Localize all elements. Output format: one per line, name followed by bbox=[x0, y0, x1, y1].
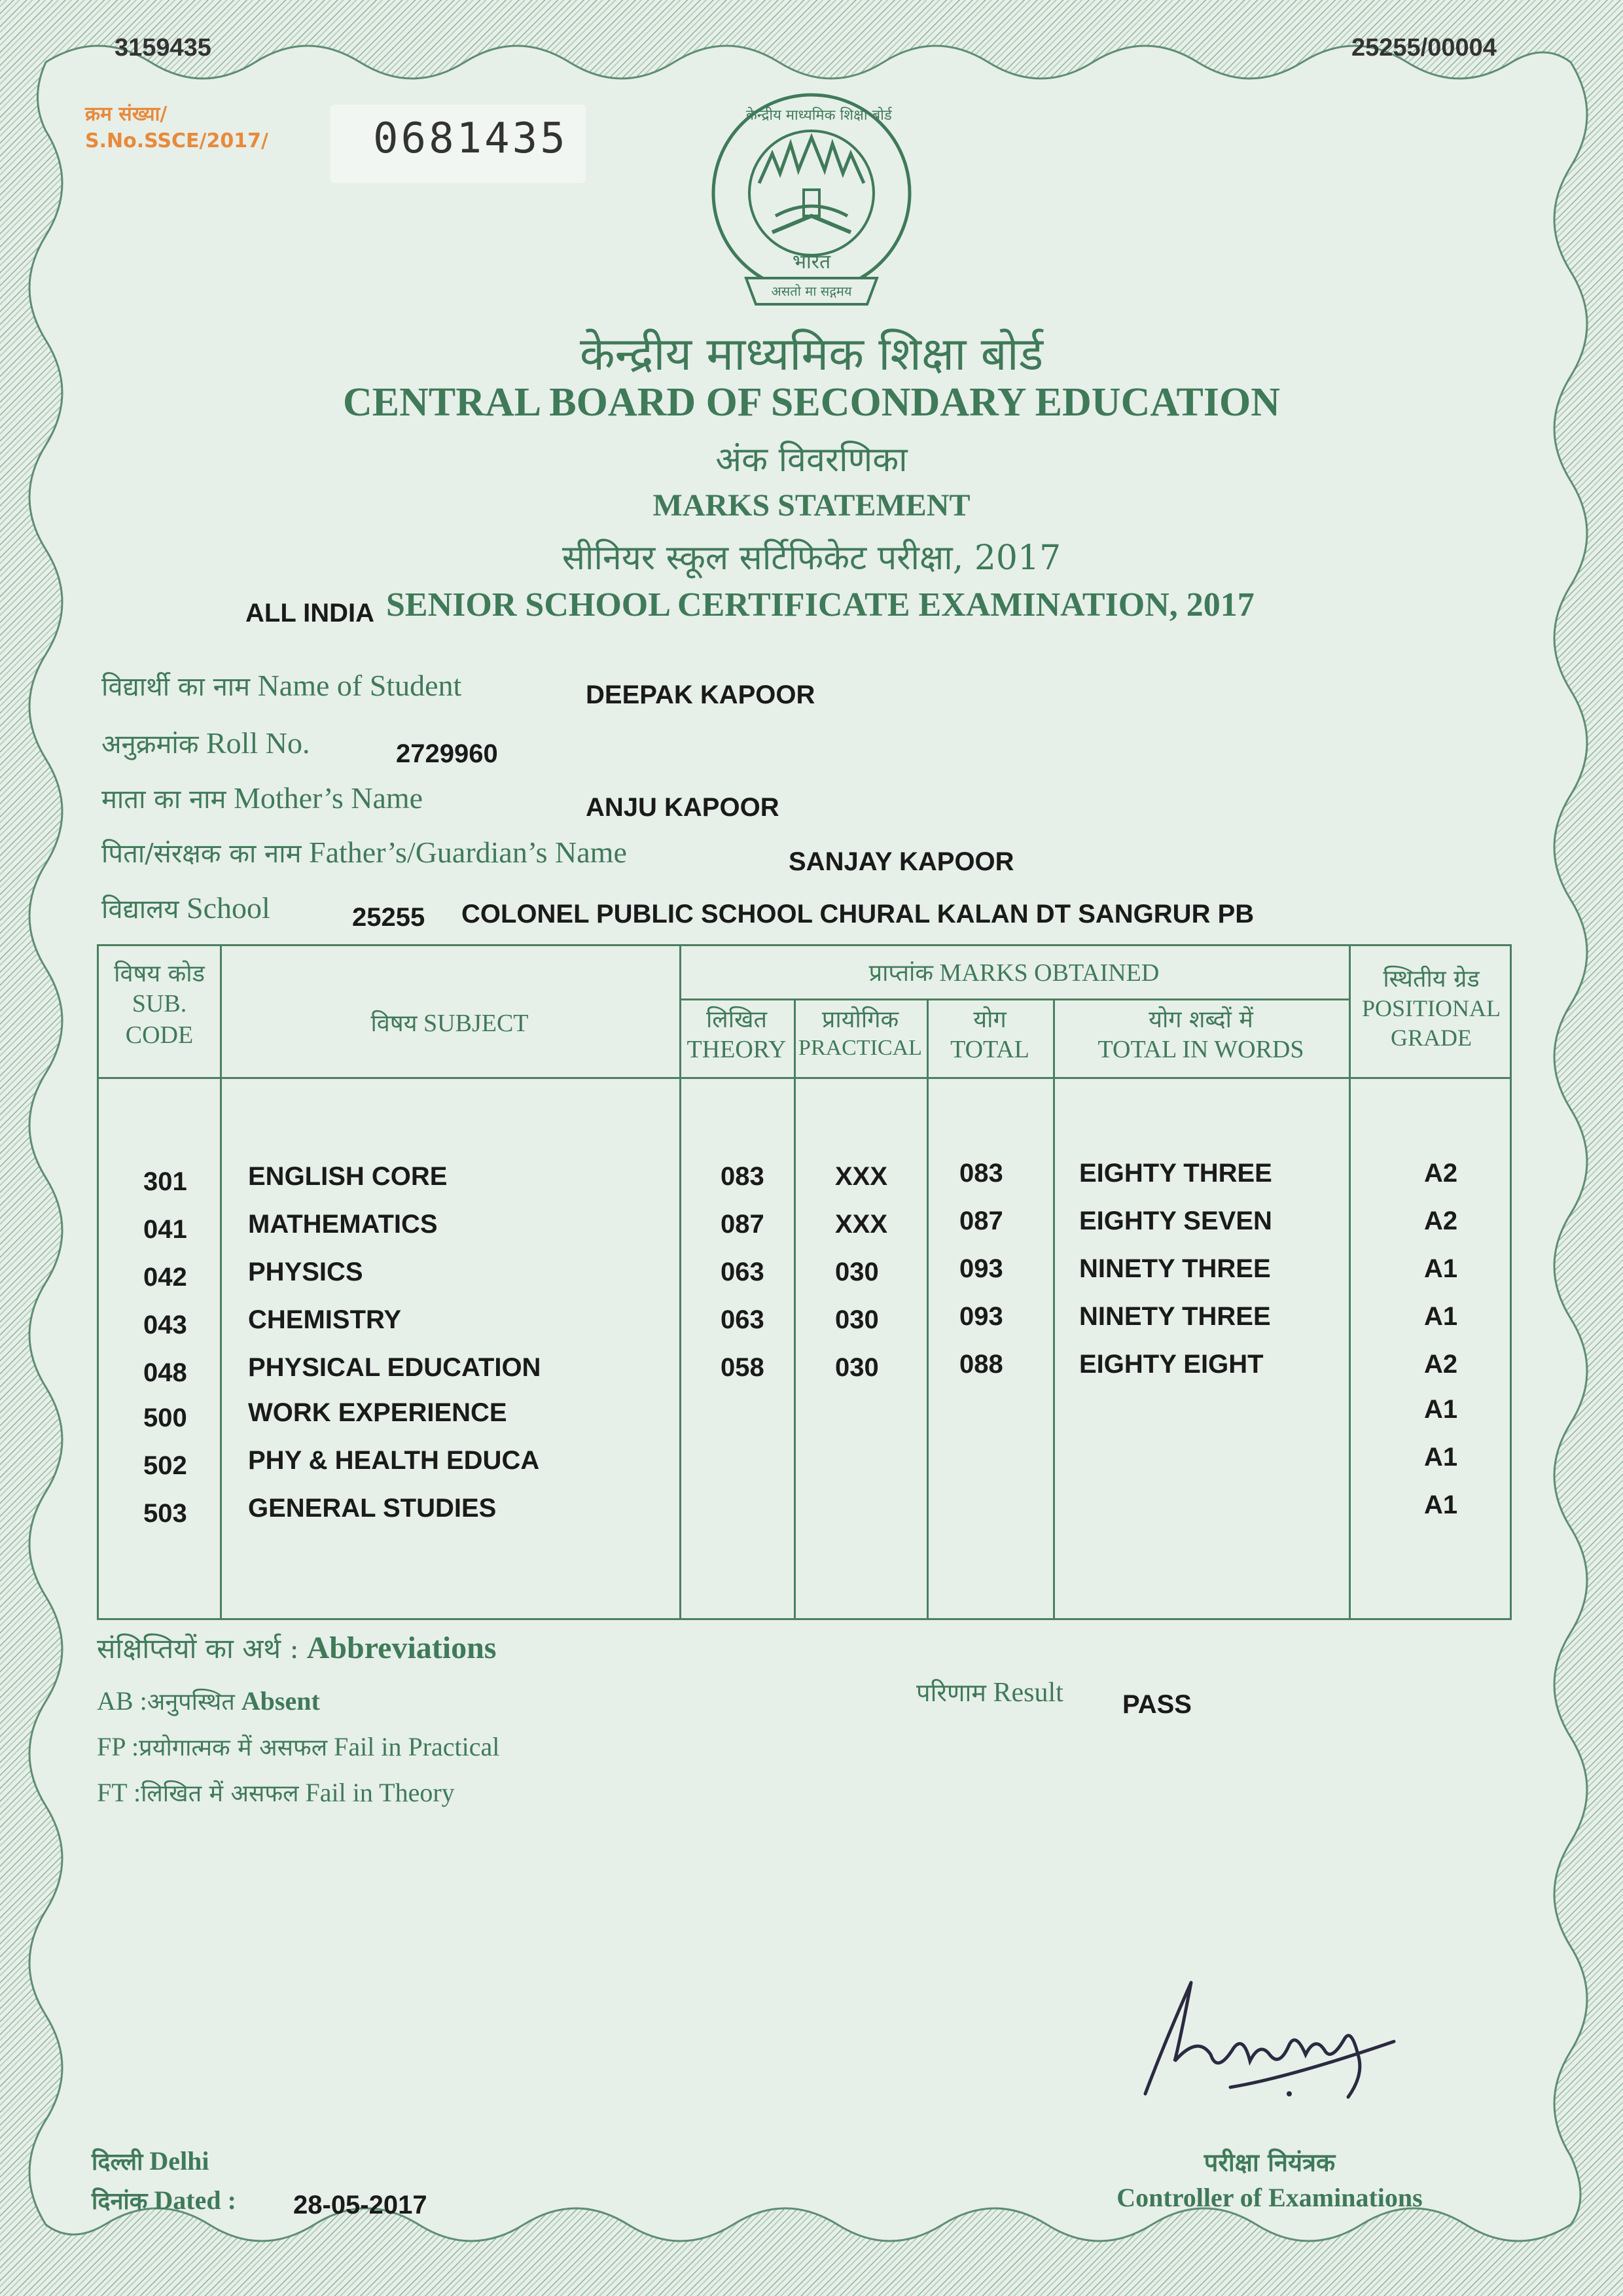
cell-words: NINETY THREE bbox=[1079, 1254, 1271, 1283]
cell-grade: A1 bbox=[1424, 1395, 1458, 1424]
cell-subject: MATHEMATICS bbox=[248, 1210, 438, 1239]
controller-title-english: Controller of Examinations bbox=[1116, 2183, 1423, 2212]
name-label: विद्यार्थी का नाम Name of Student bbox=[101, 669, 462, 702]
marks-table bbox=[97, 944, 1512, 1620]
cell-code: 043 bbox=[143, 1311, 187, 1339]
cell-theory: 058 bbox=[721, 1353, 764, 1382]
cell-theory: 063 bbox=[721, 1305, 764, 1334]
top-right-number: 25255/00004 bbox=[1351, 34, 1497, 62]
cell-code: 502 bbox=[143, 1451, 187, 1480]
cell-words: EIGHTY THREE bbox=[1079, 1159, 1272, 1188]
cell-theory: 087 bbox=[721, 1210, 764, 1239]
cell-words: EIGHTY SEVEN bbox=[1079, 1207, 1272, 1235]
cell-practical: XXX bbox=[835, 1162, 888, 1191]
issue-date: 28-05-2017 bbox=[293, 2191, 427, 2219]
seal-text-top: केन्द्रीय माध्यमिक शिक्षा बोर्ड bbox=[746, 107, 892, 124]
abbreviation-fp: FP :प्रयोगात्मक में असफल Fail in Practical bbox=[97, 1732, 500, 1761]
controller-signature bbox=[1119, 1963, 1420, 2113]
cell-code: 042 bbox=[143, 1263, 187, 1292]
mother-name: ANJU KAPOOR bbox=[586, 793, 779, 822]
cell-total: 088 bbox=[959, 1350, 1003, 1379]
cell-words: NINETY THREE bbox=[1079, 1302, 1271, 1331]
cell-total: 093 bbox=[959, 1254, 1003, 1283]
cell-subject: PHYSICS bbox=[248, 1258, 363, 1286]
header-subject: विषय SUBJECT bbox=[370, 1010, 529, 1037]
cell-theory: 083 bbox=[721, 1162, 764, 1191]
top-left-number: 3159435 bbox=[115, 34, 211, 62]
exam-title-hindi: सीनियर स्कूल सर्टिफिकेट परीक्षा, 2017 bbox=[562, 539, 1061, 578]
cell-subject: PHYSICAL EDUCATION bbox=[248, 1353, 541, 1382]
cell-words: EIGHTY EIGHT bbox=[1079, 1350, 1264, 1379]
school-label: विद्यालय School bbox=[101, 891, 270, 925]
school-name: COLONEL PUBLIC SCHOOL CHURAL KALAN DT SANGRUR PB bbox=[461, 900, 1255, 928]
cell-grade: A1 bbox=[1424, 1302, 1458, 1331]
seal-motto: असतो मा सद्गमय bbox=[771, 283, 852, 299]
cell-total: 087 bbox=[959, 1207, 1003, 1235]
serial-label: क्रम संख्या/ S.No.SSCE/2017/ bbox=[85, 103, 268, 152]
father-label: पिता/संरक्षक का नाम Father’s/Guardian’s Name bbox=[101, 836, 627, 869]
cell-total: 083 bbox=[959, 1159, 1003, 1188]
mother-label: माता का नाम Mother’s Name bbox=[101, 781, 423, 815]
cell-subject: GENERAL STUDIES bbox=[248, 1494, 497, 1523]
cell-subject: ENGLISH CORE bbox=[248, 1162, 448, 1191]
cell-practical: 030 bbox=[835, 1353, 879, 1382]
cell-practical: XXX bbox=[835, 1210, 888, 1239]
exam-title-english: SENIOR SCHOOL CERTIFICATE EXAMINATION, 2017 bbox=[386, 586, 1255, 624]
cell-grade: A2 bbox=[1424, 1207, 1458, 1235]
serial-number: 0681435 bbox=[373, 115, 568, 163]
cell-subject: CHEMISTRY bbox=[248, 1305, 402, 1334]
seal-text-bottom: भारत bbox=[792, 251, 831, 274]
cell-grade: A2 bbox=[1424, 1159, 1458, 1188]
header-total-in-words: योग शब्दों में TOTAL IN WORDS bbox=[1097, 1006, 1304, 1063]
abbreviation-ab: AB :अनुपस्थित Absent bbox=[97, 1686, 320, 1716]
header-theory: लिखित THEORY bbox=[687, 1006, 787, 1063]
statement-title-english: MARKS STATEMENT bbox=[652, 488, 971, 523]
header-positional-grade: स्थितीय ग्रेड POSITIONAL GRADE bbox=[1362, 966, 1501, 1051]
cell-code: 503 bbox=[143, 1499, 187, 1528]
cell-subject: WORK EXPERIENCE bbox=[248, 1398, 507, 1427]
student-name: DEEPAK KAPOOR bbox=[586, 680, 815, 709]
statement-title-hindi: अंक विवरणिका bbox=[715, 440, 908, 480]
header-marks-obtained: प्राप्तांक MARKS OBTAINED bbox=[868, 959, 1160, 987]
result-label: परिणाम Result bbox=[916, 1678, 1063, 1708]
cell-total: 093 bbox=[959, 1302, 1003, 1331]
header-practical: प्रायोगिक PRACTICAL bbox=[798, 1006, 922, 1060]
board-title-hindi: केन्द्रीय माध्यमिक शिक्षा बोर्ड bbox=[579, 327, 1044, 381]
roll-number: 2729960 bbox=[396, 739, 498, 768]
cell-theory: 063 bbox=[721, 1258, 764, 1286]
cell-code: 048 bbox=[143, 1358, 187, 1387]
cell-subject: PHY & HEALTH EDUCA bbox=[248, 1446, 540, 1475]
place: दिल्ली Delhi bbox=[92, 2146, 209, 2176]
cell-grade: A1 bbox=[1424, 1443, 1458, 1472]
cell-grade: A1 bbox=[1424, 1254, 1458, 1283]
result-value: PASS bbox=[1122, 1690, 1192, 1719]
cell-code: 500 bbox=[143, 1404, 187, 1432]
roll-label: अनुक्रमांक Roll No. bbox=[101, 726, 310, 760]
cell-practical: 030 bbox=[835, 1258, 879, 1286]
cell-practical: 030 bbox=[835, 1305, 879, 1334]
cell-grade: A1 bbox=[1424, 1491, 1458, 1519]
date-label: दिनांक Dated : bbox=[92, 2185, 236, 2215]
header-sub-code: विषय कोड SUB. CODE bbox=[114, 961, 205, 1049]
school-code: 25255 bbox=[352, 903, 425, 932]
cell-grade: A2 bbox=[1424, 1350, 1458, 1379]
board-title-english: CENTRAL BOARD OF SECONDARY EDUCATION bbox=[343, 380, 1280, 425]
abbreviation-ft: FT :लिखित में असफल Fail in Theory bbox=[97, 1778, 455, 1807]
controller-title-hindi: परीक्षा नियंत्रक bbox=[1204, 2147, 1336, 2177]
header-total: योग TOTAL bbox=[950, 1006, 1029, 1063]
abbreviations-title: संक्षिप्तियों का अर्थ : Abbreviations bbox=[97, 1631, 497, 1665]
father-name: SANJAY KAPOOR bbox=[789, 847, 1014, 876]
exam-prefix: ALL INDIA bbox=[245, 599, 375, 627]
cell-code: 301 bbox=[143, 1167, 187, 1196]
cell-code: 041 bbox=[143, 1215, 187, 1244]
